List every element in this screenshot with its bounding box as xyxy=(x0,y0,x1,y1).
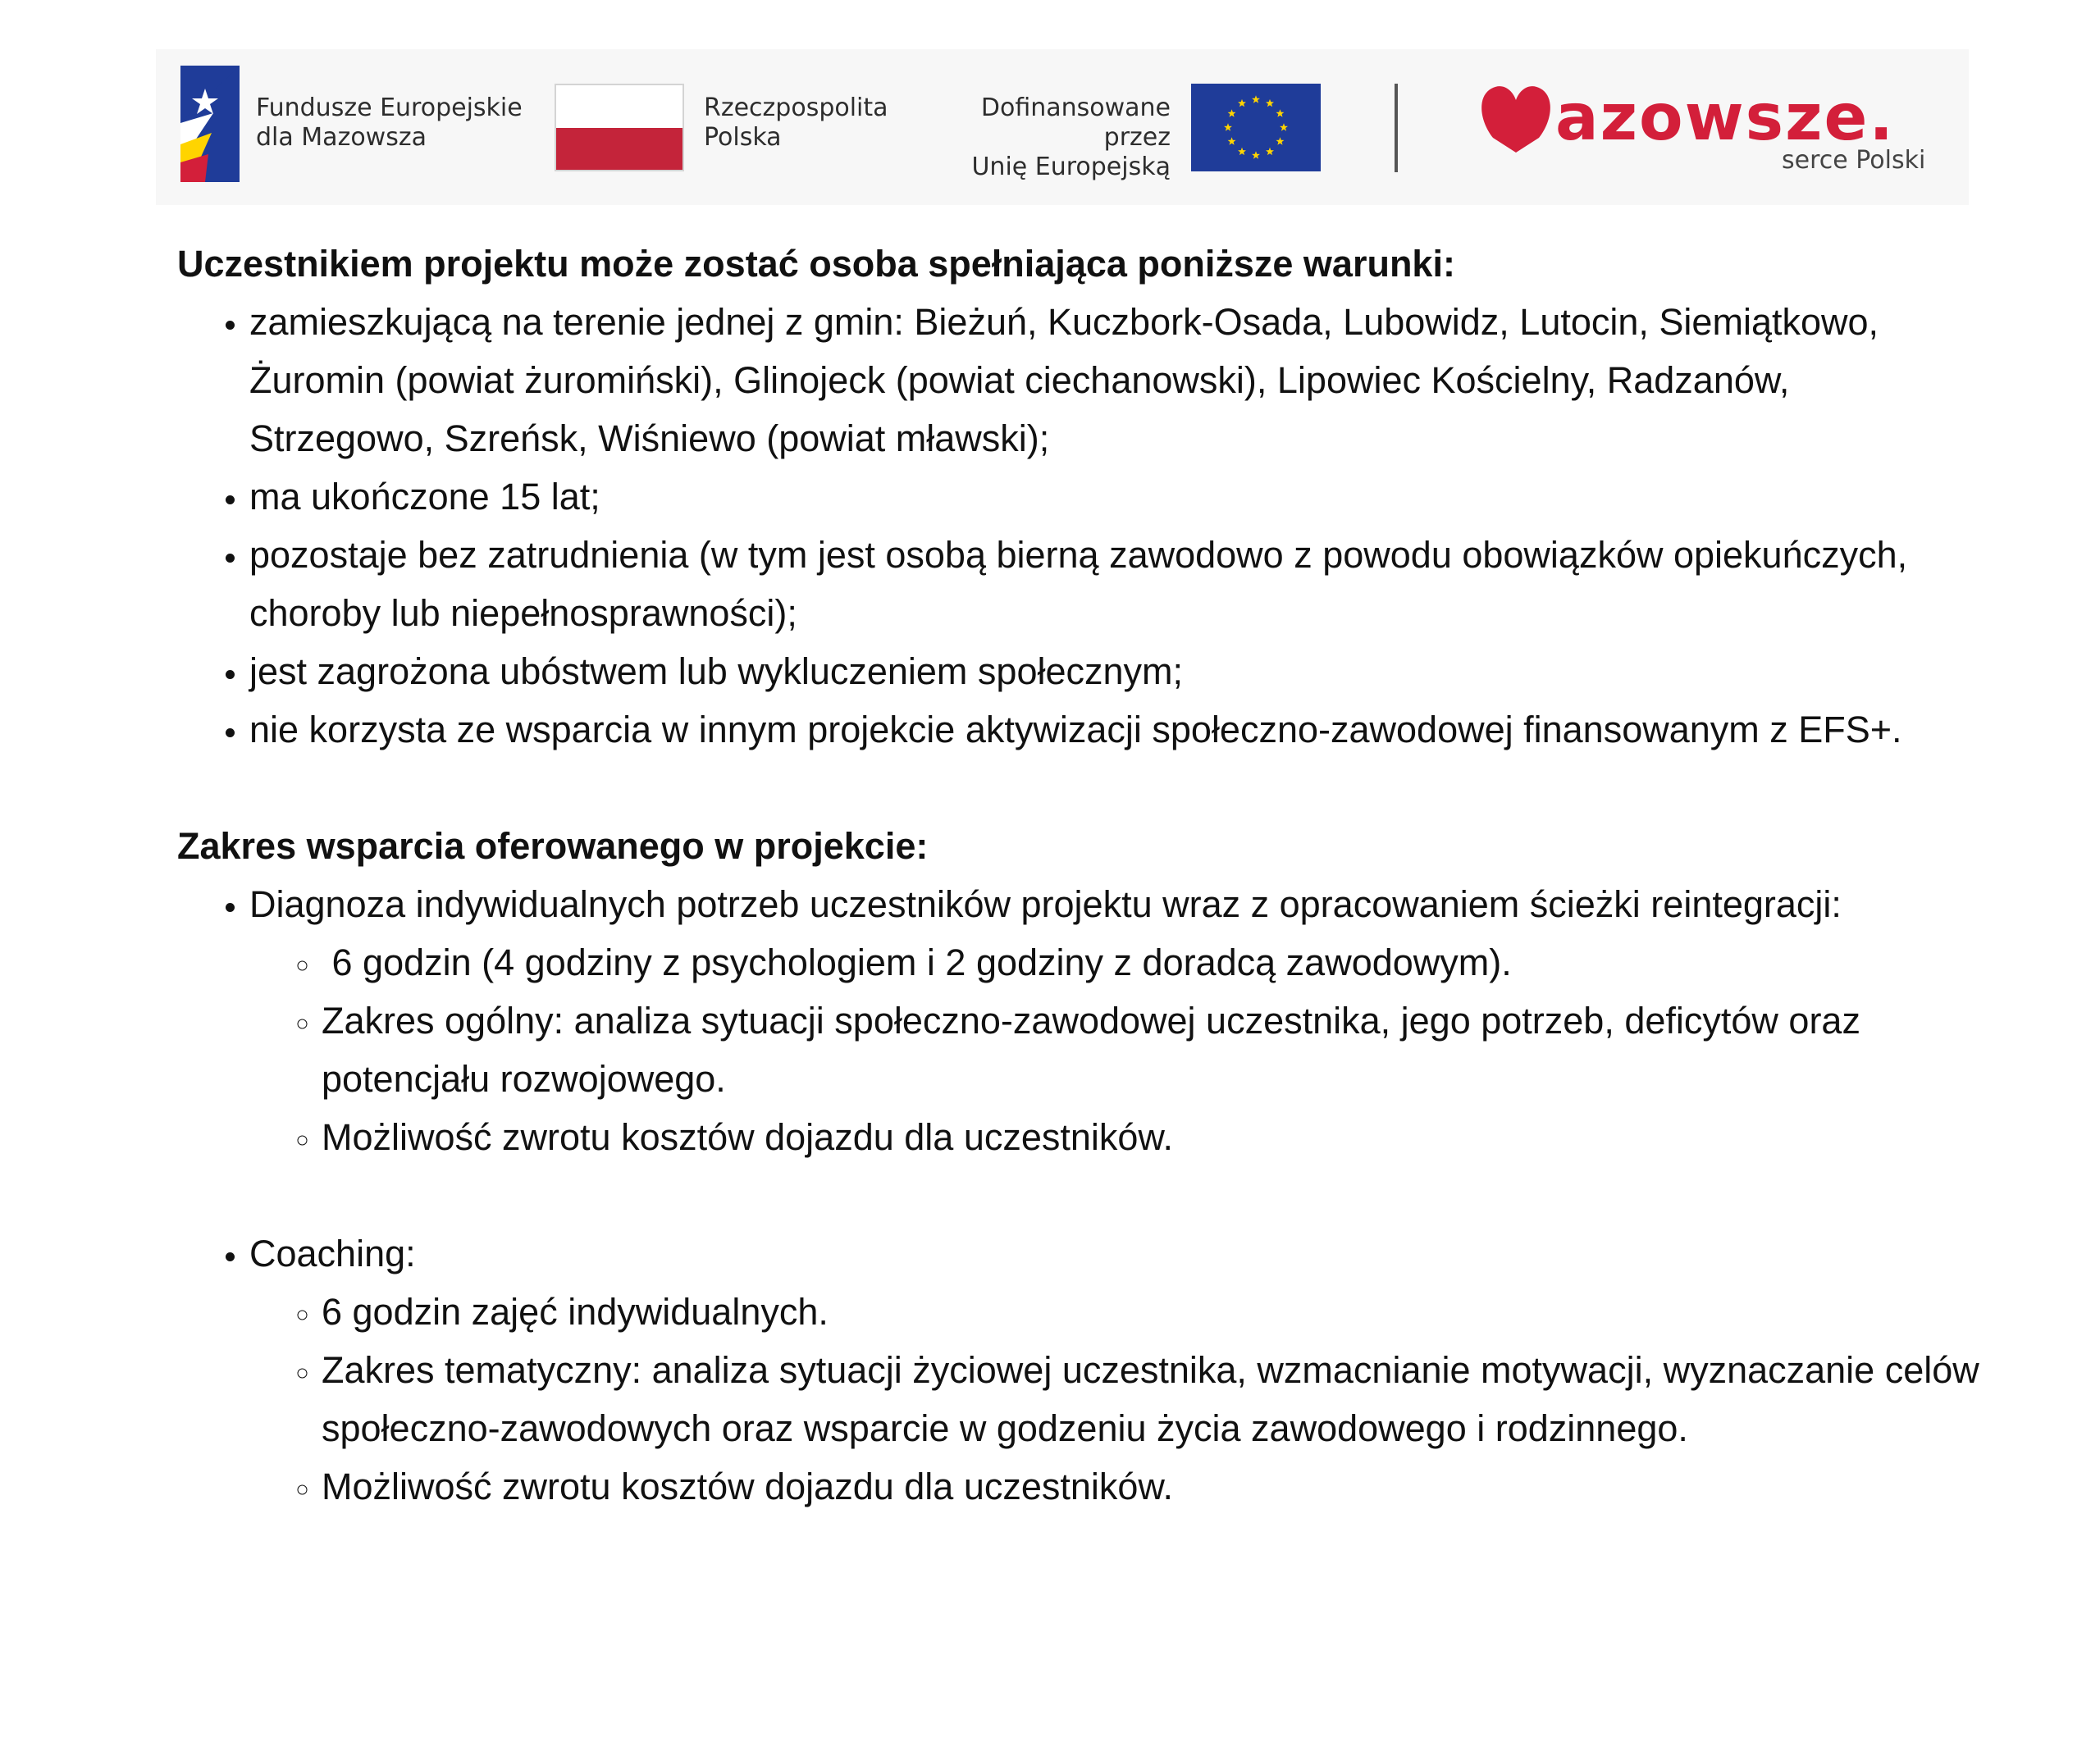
eu-flag-icon xyxy=(1191,84,1321,171)
list-item-coaching xyxy=(249,1224,1982,1516)
sub-list-item: ◦ Możliwość zwrotu kosztów dojazdu dla uczestników. xyxy=(322,1457,1982,1516)
eu-logo-line1: Dofinansowane przez xyxy=(980,93,1171,152)
list-item: • jest zagrożona ubóstwem lub wykluczeniem społecznym; xyxy=(249,642,1982,700)
list-item: • pozostaje bez zatrudnienia (w tym jest osobą bierną zawodowo z powodu obowiązków opiekuńczych, choroby lub niepełnosprawności); xyxy=(249,526,1982,642)
fundusze-europejskie-icon xyxy=(180,66,240,182)
document-body xyxy=(177,235,1982,1516)
fe-logo-text xyxy=(256,93,523,153)
mazowsze-tagline: serce Polski xyxy=(1782,146,1926,175)
eu-logo-text xyxy=(927,93,1171,182)
fe-logo-line2: dla Mazowsza xyxy=(256,123,427,152)
funding-logo-strip xyxy=(156,49,1969,205)
rp-logo-text xyxy=(704,93,888,153)
list-item: • zamieszkującą na terenie jednej z gmin: Bieżuń, Kuczbork-Osada, Lubowidz, Lutocin, Siemiątkowo, Żuromin (powiat żuromiński), Glinojeck (powiat ciechanowski), Lipowiec Kościelny, Radzanów, Strzegowo, Szreńsk, Wiśniewo (powiat mławski); xyxy=(249,293,1982,467)
rp-logo-line1: Rzeczpospolita xyxy=(704,93,888,122)
list-item: • nie korzysta ze wsparcia w innym projekcie aktywizacji społeczno-zawodowej finansowanym z EFS+. xyxy=(249,700,1982,759)
support-scope-heading: Zakres wsparcia oferowanego w projekcie: xyxy=(177,825,929,867)
sub-list-item: ◦ Możliwość zwrotu kosztów dojazdu dla uczestników. xyxy=(322,1108,1982,1166)
support-scope-list xyxy=(177,875,1982,1516)
sub-list-item: ◦ Zakres tematyczny: analiza sytuacji życiowej uczestnika, wzmacnianie motywacji, wyznaczanie celów społeczno-zawodowych oraz wsparcie w godzeniu życia zawodowego i rodzinnego. xyxy=(322,1341,1982,1457)
list-item-diagnosis xyxy=(249,875,1982,1224)
sub-list-item: ◦ 6 godzin zajęć indywidualnych. xyxy=(322,1283,1982,1341)
mazowsze-logo xyxy=(1477,74,1936,156)
rp-logo-line2: Polska xyxy=(704,123,782,152)
eu-logo-line2: Unię Europejską xyxy=(971,153,1171,181)
logo-separator xyxy=(1395,84,1398,172)
coaching-sublist xyxy=(249,1283,1982,1516)
list-item: • ma ukończone 15 lat; xyxy=(249,467,1982,526)
fe-logo-line1: Fundusze Europejskie xyxy=(256,93,523,122)
eligibility-list xyxy=(177,293,1982,759)
eligibility-heading: Uczestnikiem projektu może zostać osoba spełniająca poniższe warunki: xyxy=(177,243,1455,285)
diagnosis-sublist xyxy=(249,933,1982,1166)
poland-flag-icon xyxy=(555,84,684,171)
sub-list-item: ◦ Zakres ogólny: analiza sytuacji społeczno-zawodowej uczestnika, jego potrzeb, deficytów oraz potencjału rozwojowego. xyxy=(322,992,1982,1108)
diagnosis-title: Diagnoza indywidualnych potrzeb uczestników projektu wraz z opracowaniem ścieżki reintegracji: xyxy=(249,883,1842,925)
coaching-title: Coaching: xyxy=(249,1233,416,1274)
sub-list-item: ◦ 6 godzin (4 godziny z psychologiem i 2 godziny z doradcą zawodowym). xyxy=(322,933,1982,992)
svg-text:azowsze.: azowsze. xyxy=(1555,81,1896,155)
